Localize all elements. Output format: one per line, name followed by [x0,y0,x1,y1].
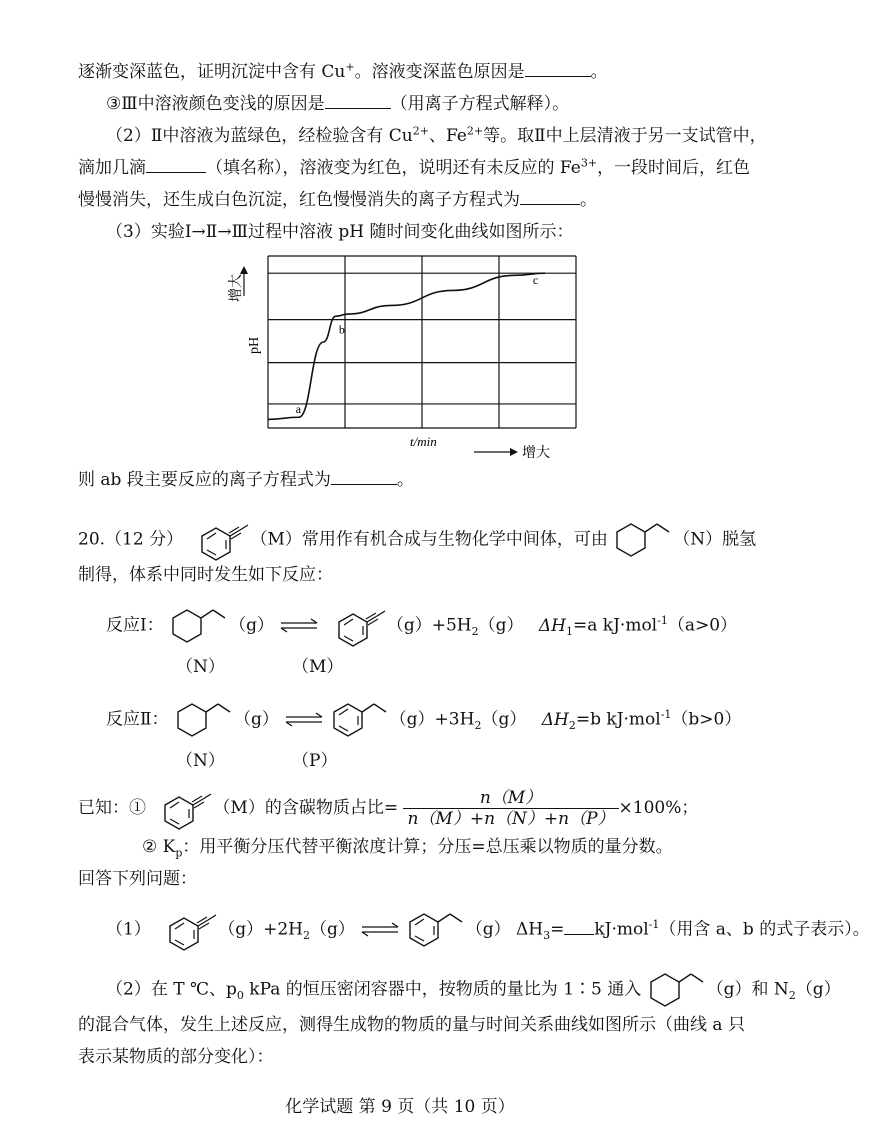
text: （a>0） [667,615,738,636]
answer-blank[interactable] [146,158,206,173]
ethylcyclohexane-molecule [613,520,673,560]
superscript: -1 [648,917,660,931]
label-p: （P） [292,751,338,771]
reaction-2 [106,700,741,740]
equilibrium-arrow-icon [284,713,324,727]
text-line-1 [78,61,608,83]
text: （g）+2H [218,919,304,940]
phenylacetylene-molecule [151,789,213,829]
text: =a kJ·mol [573,615,658,636]
phenylacetylene-molecule [156,910,218,950]
text: （填名称），溶液变为红色，说明还有未反应的 Fe [206,158,581,178]
text: （g） [233,709,279,730]
ethylcyclohexane-molecule [169,606,229,646]
text-line-5 [78,189,597,211]
y-direction-label: 增大 [228,274,244,302]
text: （g） ΔH [465,919,544,940]
answer-blank[interactable] [525,62,591,77]
text-line-7 [78,469,414,491]
text: ΔH [538,615,567,636]
text: 则 ab 段主要反应的离子方程式为 [78,470,331,490]
y-arrow-head-icon [240,266,248,274]
subscript: 1 [566,624,574,638]
text: （2）Ⅱ中溶液为蓝绿色，经检验含有 Cu [106,126,413,146]
y-axis-label: pH [247,336,262,354]
answer-blank[interactable] [325,94,391,109]
text: ：用平衡分压代替平衡浓度计算；分压=总压乘以物质的量分数。 [182,837,673,857]
ethylbenzene-molecule [406,910,466,950]
x-arrow-head-icon [510,448,518,456]
superscript: 2+ [412,124,429,138]
point-label-a: a [295,401,302,416]
text: 等。取Ⅱ中上层清液于另一支试管中， [483,126,767,146]
superscript: + [345,60,355,74]
equilibrium-arrow-icon [279,619,319,633]
answer-blank[interactable] [331,470,397,485]
known-1 [78,786,698,830]
x-axis-label: t/min [410,434,437,449]
reaction-label: 反应Ⅰ： [106,615,164,636]
text: 、Fe [428,126,467,146]
text: （g） [481,709,527,730]
ethylbenzene-molecule [330,700,390,740]
ph-time-chart [220,250,600,462]
question-20-intro [78,520,756,560]
text: （g） [229,615,275,636]
subscript: 2 [788,988,796,1002]
text: ΔH [541,709,569,730]
text: 慢慢消失，还生成白色沉淀，红色慢慢消失的离子方程式为 [78,190,520,210]
text: （g） [478,615,524,636]
subscript: 2 [471,624,479,638]
answer-prompt: 回答下列问题： [78,869,197,889]
point-label-c: c [532,272,539,287]
text: 。 [396,470,414,490]
subscript: p [175,846,183,860]
text: （g）+5H [386,615,472,636]
text-line-17: 的混合气体，发生上述反应，测得生成物的物质的量与时间关系曲线如图所示（曲线 a 只 [78,1015,745,1035]
denominator: n（M）+n（N）+n（P） [407,809,615,829]
known-2 [142,836,673,858]
subscript: 2 [474,718,482,732]
ethylcyclohexane-molecule [174,700,234,740]
text: （g） [795,979,841,1000]
text: ② K [142,837,176,857]
text: （g）+3H [389,709,475,730]
equilibrium-arrow-icon [360,923,400,937]
text: 滴加几滴 [78,158,146,178]
text: =b kJ·mol [575,709,661,730]
superscript: 3+ [580,156,598,170]
ph-curve [268,273,545,419]
label-n: （N） [176,751,225,771]
subscript: 2 [303,928,311,942]
text-line-2 [106,93,569,115]
text: （用离子方程式解释）。 [390,94,570,114]
superscript: 2+ [466,124,484,138]
text: 。 [580,190,597,210]
text: 。溶液变深蓝色原因是 [354,62,525,82]
subscript: 0 [236,988,244,1002]
fraction [403,788,618,829]
text-line-4 [78,157,750,179]
text: （b>0） [671,709,742,730]
text: 。 [590,62,608,82]
subscript: 2 [568,718,576,732]
text-line-9: 制得，体系中同时发生如下反应： [78,565,333,585]
text: 逐渐变深蓝色，证明沉淀中含有 Cu [78,62,346,82]
question-number: 20.（12 分） [78,529,184,550]
text: 已知：① [78,798,146,818]
point-label-b: b [338,322,345,337]
text-line-3 [106,125,767,147]
ethylcyclohexane-molecule [647,970,707,1010]
numerator: n（M） [403,788,618,809]
page-footer: 化学试题 第 9 页（共 10 页） [285,1097,515,1117]
phenylacetylene-molecule [325,606,387,646]
sub-question-2 [106,970,841,1010]
text: （g） [310,919,355,940]
chart-grid [268,256,576,428]
text-line-18: 表示某物质的部分变化）： [78,1047,274,1067]
subscript: 3 [543,928,551,942]
text: kPa 的恒压密闭容器中，按物质的量比为 1∶5 通入 [243,979,642,1000]
text: （g）和 N [706,979,789,1000]
sub-question-1 [106,910,870,950]
text: （1） [106,919,151,940]
reaction-label: 反应Ⅱ： [106,709,169,730]
text: ③Ⅲ中溶液颜色变浅的原因是 [106,94,325,114]
text: （M）的含碳物质占比= [213,798,399,818]
reaction-1 [106,606,737,646]
text-line-6: （3）实验Ⅰ→Ⅱ→Ⅲ过程中溶液 pH 随时间变化曲线如图所示： [106,222,574,242]
text: （N）脱氢 [673,529,757,550]
label-n: （N） [176,657,225,677]
text: ，一段时间后，红色 [597,158,751,178]
phenylacetylene-molecule [188,520,250,560]
text: （M）常用作有机合成与生物化学中间体，可由 [250,529,608,550]
label-m: （M） [292,657,344,677]
superscript: -1 [660,707,672,721]
superscript: -1 [657,613,668,627]
text: ×100%； [618,798,699,818]
text: = [550,919,565,940]
text: kJ·mol [594,919,649,940]
answer-blank[interactable] [564,920,594,935]
text: （2）在 T ℃、p [106,979,237,1000]
x-direction-label: 增大 [522,445,550,461]
answer-blank[interactable] [520,190,580,205]
text: （用含 a、b 的式子表示）。 [659,919,870,940]
